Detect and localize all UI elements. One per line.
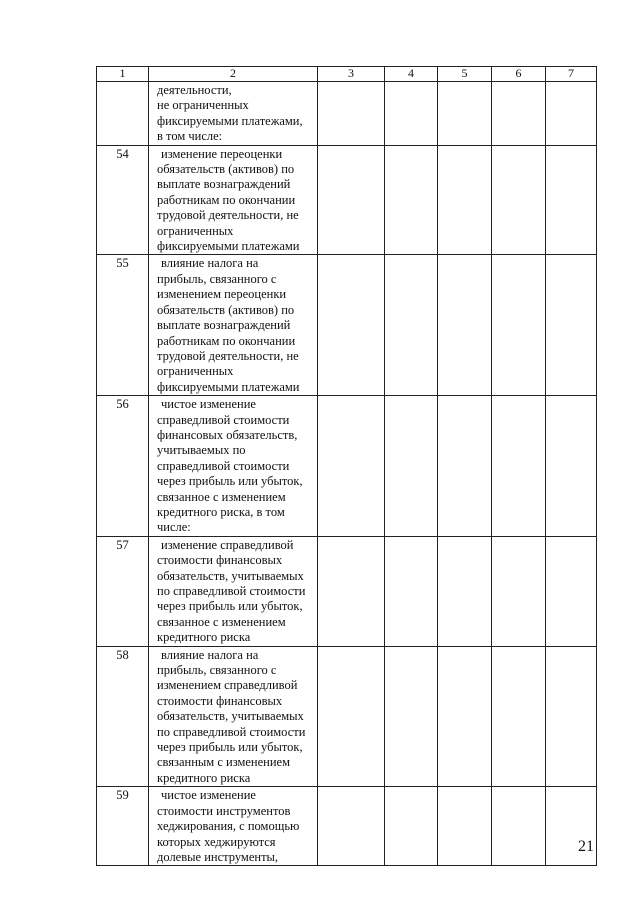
description-line: фиксируемыми платежами <box>157 379 300 394</box>
table-row <box>97 787 597 866</box>
row-description-cell <box>149 255 318 396</box>
description-line: кредитного риска <box>157 630 251 645</box>
value-cell-col-6 <box>492 536 546 646</box>
description-line: прибыль, связанного с <box>157 663 277 678</box>
table-row <box>97 255 597 396</box>
table-row <box>97 536 597 646</box>
description-line: финансовых обязательств, <box>157 427 298 442</box>
value-cell-col-3 <box>318 536 385 646</box>
value-cell-col-6 <box>492 255 546 396</box>
description-line: трудовой деятельности, не <box>157 208 299 223</box>
row-number-cell: 57 <box>97 536 149 646</box>
description-line: справедливой стоимости <box>157 458 290 473</box>
row-description-cell <box>149 787 318 866</box>
value-cell-col-4 <box>385 255 438 396</box>
value-cell-col-5 <box>438 396 492 537</box>
value-cell-col-4 <box>385 396 438 537</box>
description-line: стоимости финансовых <box>157 693 283 708</box>
row-number-cell: 58 <box>97 646 149 787</box>
description-line: числе: <box>157 520 191 535</box>
row-number-cell <box>97 82 149 146</box>
row-description-cell <box>149 396 318 537</box>
description-line: хеджирования, с помощью <box>157 819 300 834</box>
description-line: связанное с изменением <box>157 614 286 629</box>
table-row <box>97 145 597 255</box>
description-line: деятельности, <box>157 83 232 97</box>
table-header-row <box>97 67 597 82</box>
description-line: выплате вознаграждений <box>157 177 291 192</box>
description-line: изменением справедливой <box>157 678 298 693</box>
value-cell-col-6 <box>492 646 546 787</box>
description-line: по справедливой стоимости <box>157 584 306 598</box>
value-cell-col-3 <box>318 646 385 787</box>
column-header-7: 7 <box>546 67 597 82</box>
row-number-cell: 56 <box>97 396 149 537</box>
value-cell-col-4 <box>385 145 438 255</box>
description-line: в том числе: <box>157 129 223 144</box>
table-row <box>97 646 597 787</box>
value-cell-col-5 <box>438 787 492 866</box>
description-line: кредитного риска <box>157 770 251 785</box>
value-cell-col-7 <box>546 396 597 537</box>
value-cell-col-7 <box>546 255 597 396</box>
value-cell-col-5 <box>438 536 492 646</box>
value-cell-col-5 <box>438 82 492 146</box>
value-cell-col-6 <box>492 82 546 146</box>
description-line: обязательств, учитываемых <box>157 709 304 724</box>
row-description-cell <box>149 646 318 787</box>
value-cell-col-3 <box>318 787 385 866</box>
column-header-6: 6 <box>492 67 546 82</box>
value-cell-col-4 <box>385 82 438 146</box>
description-line: через прибыль или убыток, <box>157 740 303 755</box>
description-line: ограниченных <box>157 364 234 379</box>
value-cell-col-3 <box>318 82 385 146</box>
description-line: изменение справедливой <box>161 537 294 552</box>
description-line: справедливой стоимости <box>157 412 290 427</box>
column-header-3: 3 <box>318 67 385 82</box>
row-description-cell <box>149 536 318 646</box>
description-line: фиксируемыми платежами <box>157 239 300 254</box>
value-cell-col-4 <box>385 787 438 866</box>
description-line: обязательств, учитываемых <box>157 568 304 583</box>
table-row <box>97 396 597 537</box>
row-description-cell <box>149 82 318 146</box>
value-cell-col-7 <box>546 536 597 646</box>
description-line: обязательств (активов) по <box>157 302 295 317</box>
description-line: не ограниченных <box>157 98 249 113</box>
row-number-cell: 59 <box>97 787 149 866</box>
description-line: по справедливой стоимости <box>157 724 306 739</box>
row-description-cell <box>149 145 318 255</box>
value-cell-col-7 <box>546 145 597 255</box>
description-line: фиксируемыми платежами, <box>157 113 303 128</box>
row-number-cell: 55 <box>97 255 149 396</box>
description-line: обязательств (активов) по <box>157 162 295 177</box>
value-cell-col-3 <box>318 255 385 396</box>
value-cell-col-4 <box>385 646 438 787</box>
data-table <box>96 66 597 866</box>
description-line: работникам по окончании <box>157 192 296 207</box>
value-cell-col-3 <box>318 145 385 255</box>
description-line: стоимости финансовых <box>157 553 283 568</box>
description-line: кредитного риска, в том <box>157 504 285 519</box>
description-line: влияние налога на <box>161 647 259 662</box>
description-line: изменение переоценки <box>161 146 283 161</box>
value-cell-col-6 <box>492 396 546 537</box>
description-line: чистое изменение <box>161 397 256 412</box>
description-line: выплате вознаграждений <box>157 318 291 333</box>
page-number: 21 <box>578 838 594 855</box>
column-header-4: 4 <box>385 67 438 82</box>
description-line: через прибыль или убыток, <box>157 474 303 489</box>
description-line: работникам по окончании <box>157 333 296 348</box>
value-cell-col-3 <box>318 396 385 537</box>
description-line: трудовой деятельности, не <box>157 348 299 363</box>
table-row <box>97 82 597 146</box>
description-line: через прибыль или убыток, <box>157 599 303 614</box>
description-line: стоимости инструментов <box>157 803 291 818</box>
description-line: прибыль, связанного с <box>157 271 277 286</box>
column-header-5: 5 <box>438 67 492 82</box>
description-line: которых хеджируются <box>157 834 276 849</box>
value-cell-col-7 <box>546 82 597 146</box>
value-cell-col-5 <box>438 255 492 396</box>
value-cell-col-7 <box>546 646 597 787</box>
description-line: чистое изменение <box>161 788 256 803</box>
column-header-2: 2 <box>149 67 318 82</box>
description-line: учитываемых по <box>157 443 246 458</box>
description-line: влияние налога на <box>161 256 259 271</box>
value-cell-col-6 <box>492 145 546 255</box>
description-line: связанное с изменением <box>157 489 286 504</box>
row-number-cell: 54 <box>97 145 149 255</box>
value-cell-col-5 <box>438 145 492 255</box>
description-line: изменением переоценки <box>157 287 287 302</box>
value-cell-col-5 <box>438 646 492 787</box>
description-line: связанным с изменением <box>157 755 290 770</box>
description-line: ограниченных <box>157 223 234 238</box>
description-line: долевые инструменты, <box>157 849 279 864</box>
table-body <box>97 67 597 866</box>
value-cell-col-6 <box>492 787 546 866</box>
column-header-1: 1 <box>97 67 149 82</box>
value-cell-col-4 <box>385 536 438 646</box>
